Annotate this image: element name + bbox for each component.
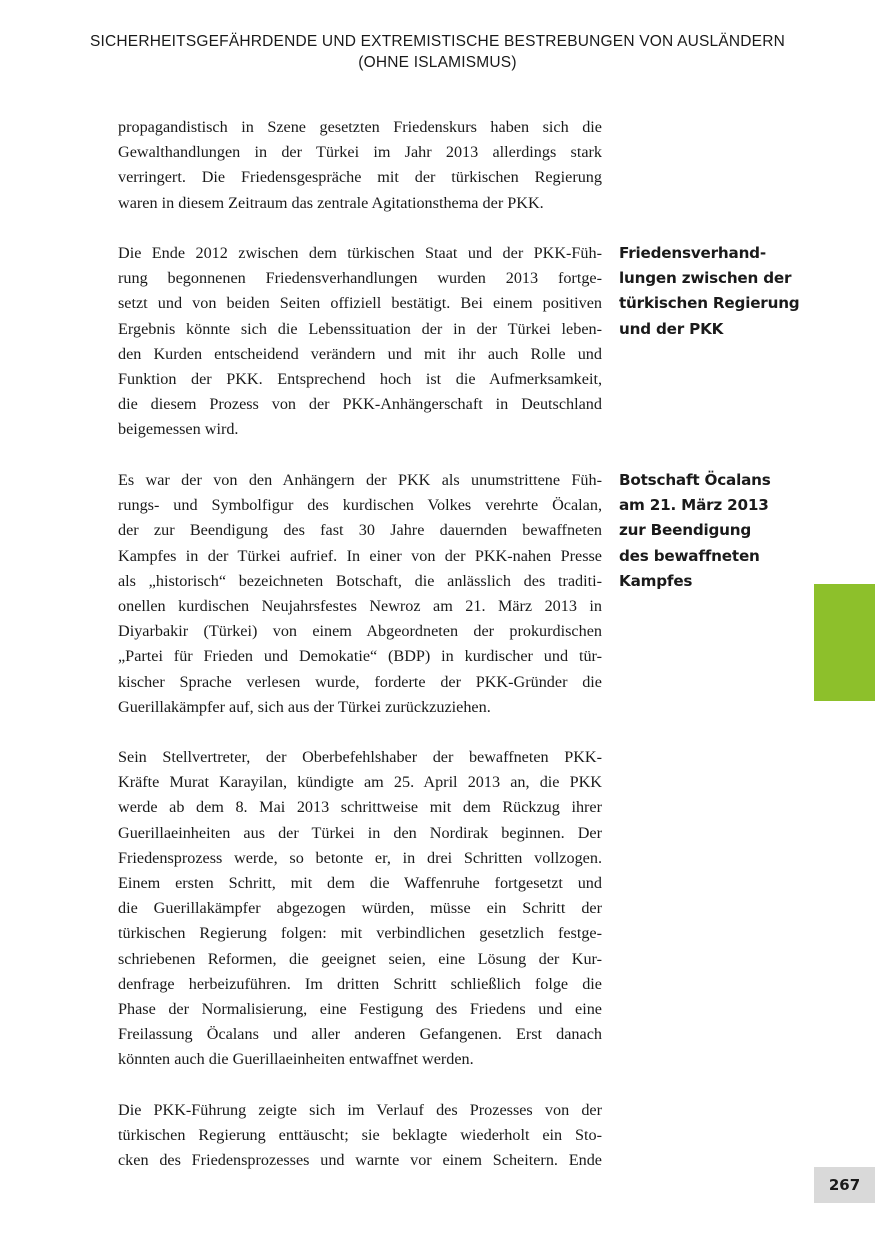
- body-paragraph-5: [118, 1098, 602, 1174]
- margin-note-line: zur Beendigung: [619, 521, 752, 540]
- paragraph-line: könnten auch die Guerillaeinheiten entwaffnet werden.: [118, 1050, 474, 1069]
- paragraph-line: setzt und von beiden Seiten offiziell bestätigt. Bei einem positiven: [118, 294, 602, 313]
- margin-note-line: Botschaft Öcalans: [619, 471, 771, 489]
- margin-note-line: Kampfes: [619, 571, 693, 590]
- paragraph-line: beigemessen wird.: [118, 420, 239, 439]
- paragraph-line: den Kurden entscheidend verändern und mit ihr auch Rolle und: [118, 344, 602, 363]
- margin-note-line: Friedensverhand-: [619, 244, 766, 262]
- margin-note-line: türkischen Regierung: [619, 294, 800, 313]
- page-number: 267: [814, 1167, 875, 1203]
- paragraph-line: Gewalthandlungen in der Türkei im Jahr 2013 allerdings stark: [118, 143, 602, 162]
- paragraph-line: onellen kurdischen Neujahrsfestes Newroz am 21. März 2013 in: [118, 597, 602, 616]
- margin-note-peace-negotiations: [619, 241, 799, 342]
- paragraph-line: Freilassung Öcalans und aller anderen Gefangenen. Erst danach: [118, 1025, 602, 1044]
- running-header: [60, 31, 815, 73]
- margin-note-line: und der PKK: [619, 319, 724, 338]
- paragraph-line: „Partei für Frieden und Demokatie“ (BDP) in kurdischer und tür-: [118, 647, 602, 666]
- paragraph-line: waren in diesem Zeitraum das zentrale Agitationsthema der PKK.: [118, 193, 544, 212]
- margin-note-line: lungen zwischen der: [619, 269, 792, 288]
- paragraph-line: der zur Beendigung des fast 30 Jahre dauernden bewaffneten: [118, 521, 602, 540]
- paragraph-line: denfrage herbeizuführen. Im dritten Schritt schließlich folge die: [118, 974, 602, 993]
- paragraph-line: Die Ende 2012 zwischen dem türkischen Staat und der PKK-Füh-: [118, 244, 602, 262]
- paragraph-line: schriebenen Reformen, die geeignet seien, eine Lösung der Kur-: [118, 949, 602, 968]
- paragraph-line: propagandistisch in Szene gesetzten Friedenskurs haben sich die: [118, 118, 602, 136]
- chapter-thumb-tab: [814, 584, 875, 701]
- margin-note-line: des bewaffneten: [619, 546, 760, 565]
- paragraph-line: Friedensprozess werde, so betonte er, in drei Schritten vollzogen.: [118, 848, 602, 867]
- body-paragraph-3: [118, 468, 602, 720]
- paragraph-line: Kräfte Murat Karayilan, kündigte am 25. April 2013 an, die PKK: [118, 773, 602, 792]
- paragraph-line: als „historisch“ bezeichneten Botschaft, die anlässlich des traditi-: [118, 571, 602, 590]
- body-paragraph-4: [118, 745, 602, 1073]
- paragraph-line: Es war der von den Anhängern der PKK als unumstrittene Füh-: [118, 471, 602, 489]
- paragraph-line: rungs- und Symbolfigur des kurdischen Volkes verehrte Öcalan,: [118, 496, 602, 515]
- paragraph-line: Die PKK-Führung zeigte sich im Verlauf des Prozesses von der: [118, 1101, 602, 1119]
- paragraph-line: Ergebnis könnte sich die Lebenssituation der in der Türkei leben-: [118, 319, 602, 338]
- paragraph-line: verringert. Die Friedensgespräche mit der türkischen Regierung: [118, 168, 602, 187]
- paragraph-line: kischer Sprache verlesen wurde, forderte der PKK-Gründer die: [118, 672, 602, 691]
- paragraph-line: Funktion der PKK. Entsprechend hoch ist die Aufmerksamkeit,: [118, 370, 602, 389]
- paragraph-line: Kampfes in der Türkei aufrief. In einer von der PKK-nahen Presse: [118, 546, 602, 565]
- paragraph-line: Guerillaeinheiten aus der Türkei in den Nordirak beginnen. Der: [118, 823, 602, 842]
- paragraph-line: türkischen Regierung folgen: mit verbindlichen gesetzlich festge-: [118, 924, 602, 943]
- body-paragraph-1: [118, 115, 602, 216]
- paragraph-line: Einem ersten Schritt, mit dem die Waffenruhe fortgesetzt und: [118, 874, 602, 893]
- paragraph-line: cken des Friedensprozesses und warnte vor einem Scheitern. Ende: [118, 1151, 602, 1170]
- paragraph-line: Phase der Normalisierung, eine Festigung des Friedens und eine: [118, 1000, 602, 1019]
- paragraph-line: rung begonnenen Friedensverhandlungen wurden 2013 fortge-: [118, 269, 602, 288]
- margin-note-ocalan-message: [619, 468, 799, 594]
- running-header-line-1: SICHERHEITSGEFÄHRDENDE UND EXTREMISTISCHE BESTREBUNGEN VON AUSLÄNDERN: [89, 33, 786, 50]
- margin-note-line: am 21. März 2013: [619, 496, 769, 515]
- paragraph-line: Sein Stellvertreter, der Oberbefehlshaber der bewaffneten PKK-: [118, 748, 602, 766]
- paragraph-line: Diyarbakir (Türkei) von einem Abgeordneten der prokurdischen: [118, 622, 602, 641]
- paragraph-line: werde ab dem 8. Mai 2013 schrittweise mit dem Rückzug ihrer: [118, 798, 602, 817]
- paragraph-line: türkischen Regierung enttäuscht; sie beklagte wiederholt ein Sto-: [118, 1126, 602, 1145]
- body-paragraph-2: [118, 241, 602, 443]
- paragraph-line: Guerillakämpfer auf, sich aus der Türkei zurückzuziehen.: [118, 697, 491, 716]
- running-header-line-2: (OHNE ISLAMISMUS): [358, 54, 517, 71]
- paragraph-line: die Guerillakämpfer abgezogen würden, müsse ein Schritt der: [118, 899, 602, 918]
- paragraph-line: die diesem Prozess von der PKK-Anhängerschaft in Deutschland: [118, 395, 602, 414]
